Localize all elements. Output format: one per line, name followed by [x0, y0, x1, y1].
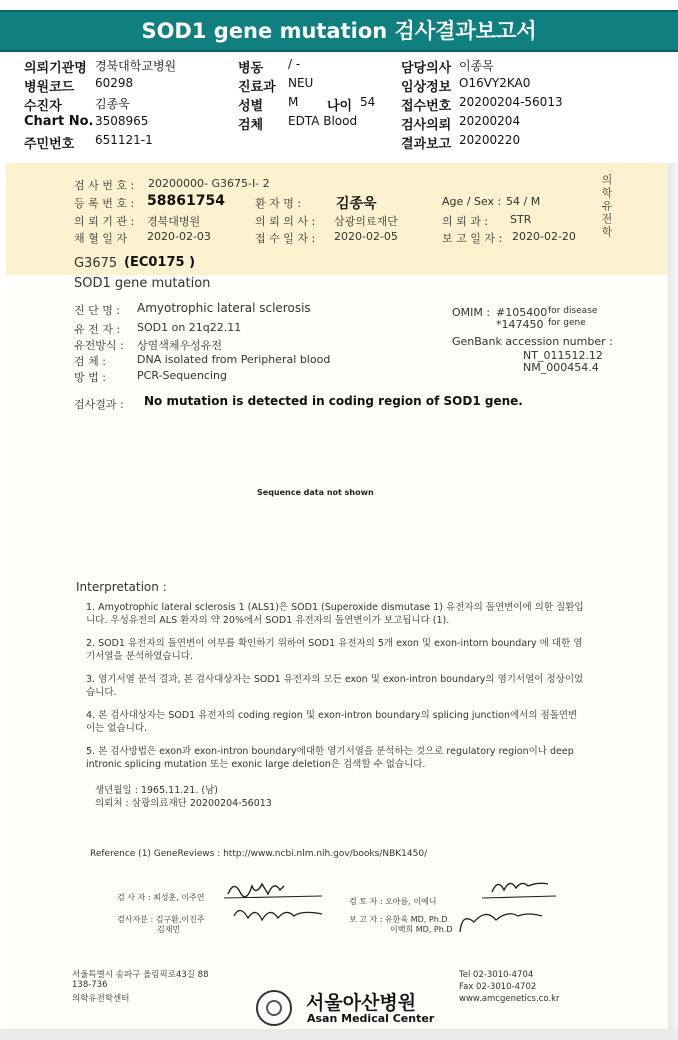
header-label-age: 나이	[327, 99, 353, 114]
footer-website: www.amcgenetics.co.kr	[459, 994, 560, 1004]
scan-result: No mutation is detected in coding region of SOD1 gene.	[144, 394, 523, 408]
header-label-sex: 성별	[238, 99, 264, 114]
scan-interpretation-3: 3. 염기서열 분석 결과, 본 검사대상자는 SOD1 유전자의 모든 exon 및 exon-intron boundary의 염기서열이 정상이었습니다.	[86, 674, 584, 698]
header-value-clinical-info: O16VY2KA0	[459, 76, 531, 90]
scan-exam-no-label: 검 사 번 호 :	[74, 179, 135, 192]
scan-exam-no: 20200000- G3675-I- 2	[148, 177, 270, 190]
scan-reporter-2: 이백희 MD, Ph.D	[390, 925, 453, 934]
scan-test-code: G3675	[74, 256, 118, 271]
header-value-specimen: EDTA Blood	[288, 114, 358, 128]
scan-reg-no-label: 등 록 번 호 :	[74, 197, 135, 210]
scan-reference: Reference (1) GeneReviews : http://www.ncbi.nlm.nih.gov/books/NBK1450/	[90, 849, 428, 859]
header-label-ward: 병동	[238, 61, 264, 76]
scan-tester: 검 사 자 : 최성훈, 이주연	[117, 893, 205, 902]
header-value-department: NEU	[288, 76, 314, 90]
scan-test-name: SOD1 gene mutation	[74, 276, 211, 291]
header-value-receipt-no: 20200204-56013	[459, 95, 563, 109]
footer-fax: Fax 02-3010-4702	[459, 982, 537, 992]
scan-req-inst-label: 의 뢰 기 관 :	[74, 215, 135, 228]
header-label-patient: 수진자	[24, 99, 62, 114]
scan-patient: 김종욱	[336, 196, 377, 212]
scan-genbank-label: GenBank accession number :	[452, 335, 613, 348]
scan-tester-responsible-2: 김재민	[157, 925, 181, 934]
header-value-doctor: 이종목	[459, 59, 494, 73]
scan-req-dept: STR	[510, 213, 532, 226]
scan-interpretation-title: Interpretation :	[76, 580, 167, 594]
scan-omim-disease-note: for disease	[548, 306, 598, 316]
scan-age-sex: 54 / M	[506, 195, 541, 208]
scan-req-inst: 경북대병원	[147, 215, 201, 228]
header-label-institution: 의뢰기관명	[24, 61, 87, 76]
scan-interpretation-5: 5. 본 검사방법은 exon과 exon-intron boundary에대한 염기서열을 분석하는 것으로 regulatory region이나 deep intronic splicing mutation 또는 exonic large deletion은 검색할 수 없습니다.	[86, 746, 574, 770]
footer-tel: Tel 02-3010-4704	[459, 970, 534, 980]
header-label-chart-no: Chart No.	[24, 114, 94, 129]
header-label-department: 진료과	[238, 80, 276, 95]
header-label-receipt-no: 접수번호	[401, 99, 452, 114]
header-label-hospital-code: 병원코드	[24, 80, 75, 95]
scan-method-label: 방 법 :	[74, 371, 106, 384]
header-value-sex: M	[288, 95, 299, 109]
footer-address-3: 의학유전학센터	[72, 994, 130, 1004]
report-title-bar	[0, 10, 678, 52]
scan-genbank-nm: NM_000454.4	[523, 361, 599, 374]
scan-test-code-paren: (EC0175 )	[124, 255, 196, 270]
header-value-patient: 김종욱	[95, 97, 130, 111]
scan-req-doc-label: 의 뢰 의 사 :	[255, 215, 316, 228]
scanned-report-paper	[6, 163, 670, 1029]
scan-patient-label: 환 자 명 :	[255, 197, 302, 210]
page-edge-shadow	[668, 163, 678, 1029]
signature-reviewer	[452, 872, 562, 942]
hospital-name-korean: 서울아산병원	[306, 992, 417, 1014]
scan-diag-label: 진 단 명 :	[74, 304, 121, 317]
scan-age-sex-label: Age / Sex :	[442, 195, 502, 208]
scan-department-vertical: 의학유전학	[600, 174, 613, 239]
scan-inheritance: 상염색체우성유전	[137, 339, 223, 352]
scan-tester-responsible: 검사자분 : 김구환,이진주	[117, 915, 205, 924]
header-value-ward: / -	[288, 57, 301, 71]
scan-requester: 의뢰처 : 삼광의료재단 20200204-56013	[95, 798, 272, 809]
header-label-doctor: 담당의사	[401, 61, 452, 76]
scan-gene: SOD1 on 21q22.11	[137, 321, 242, 334]
header-value-institution: 경북대학교병원	[95, 59, 177, 73]
header-label-specimen: 검체	[238, 118, 264, 133]
scan-recv-label: 접 수 일 자 :	[255, 232, 316, 245]
footer-address-2: 138-736	[72, 980, 108, 990]
signature-tester	[222, 872, 332, 930]
scan-req-doc: 삼광의료재단	[334, 215, 398, 228]
scan-gene-label: 유 전 자 :	[74, 323, 121, 336]
scan-omim-label: OMIM :	[452, 306, 491, 319]
footer-address-1: 서울특별시 송파구 올림픽로43길 88	[72, 970, 209, 980]
scan-result-label: 검사결과 :	[74, 398, 124, 411]
header-label-request-date: 검사의뢰	[401, 118, 452, 133]
hospital-name-english: Asan Medical Center	[307, 1012, 435, 1025]
scan-omim-disease: #105400	[496, 306, 548, 319]
report-title: SOD1 gene mutation 검사결과보고서	[141, 19, 537, 43]
scan-interpretation-4: 4. 본 검사대상자는 SOD1 유전자의 coding region 및 exon-intron boundary의 splicing junction에서의 점돌연변이는 없습니다.	[86, 710, 578, 734]
scan-specimen: DNA isolated from Peripheral blood	[137, 353, 331, 366]
asan-foundation-seal-icon	[256, 990, 292, 1026]
scan-draw-date: 2020-02-03	[147, 230, 211, 243]
scan-report-date: 2020-02-20	[512, 230, 576, 243]
scan-reg-no: 58861754	[147, 193, 225, 209]
header-value-chart-no: 3508965	[95, 114, 149, 128]
header-value-report-date: 20200220	[459, 133, 521, 147]
header-value-hospital-code: 60298	[95, 76, 134, 90]
scan-birth-date: 생년월일 : 1965.11.21. (남)	[95, 785, 218, 796]
scan-specimen-label: 검 체 :	[74, 355, 106, 368]
scan-inherit-label: 유전방식 :	[74, 339, 124, 352]
page-bottom-shadow	[0, 1029, 678, 1040]
scan-recv-date: 2020-02-05	[334, 230, 398, 243]
scan-diagnosis: Amyotrophic lateral sclerosis	[137, 301, 311, 315]
scan-draw-label: 채 혈 일 자	[74, 232, 127, 245]
header-label-resident-no: 주민번호	[24, 137, 75, 152]
scan-method: PCR-Sequencing	[137, 369, 227, 382]
scan-interpretation-2: 2. SOD1 유전자의 돌연변이 여부를 확인하기 위하여 SOD1 유전자의 5개 exon 및 exon-intorn boundary 에 대한 염기서열을 분석하였습니다.	[86, 638, 583, 662]
header-label-clinical-info: 임상정보	[401, 80, 452, 95]
scan-reporter: 보 고 자 : 유한욱 MD, Ph.D	[349, 915, 448, 924]
scan-report-label: 보 고 일 자 :	[442, 232, 503, 245]
scan-genbank-nt: NT_011512.12	[523, 349, 603, 362]
scan-sequence-note: Sequence data not shown	[257, 488, 374, 497]
scan-reviewer: 검 토 자 : 오아름, 이예니	[349, 897, 437, 906]
header-value-request-date: 20200204	[459, 114, 521, 128]
scan-omim-gene-note: for gene	[548, 318, 586, 328]
scan-omim-gene: *147450	[496, 318, 544, 331]
scan-req-dept-label: 의 뢰 과 :	[442, 215, 489, 228]
scan-interpretation-1: 1. Amyotrophic lateral sclerosis 1 (ALS1)은 SOD1 (Superoxide dismutase 1) 유전자의 돌연변이에 의한 질환입니다. 우성유전의 ALS 환자의 약 20%에서 SOD1 유전자의 돌연변이가 보고됩니다 (1).	[86, 602, 584, 626]
header-label-report-date: 결과보고	[401, 137, 452, 152]
header-value-resident-no: 651121-1	[95, 133, 153, 147]
header-value-age: 54	[360, 95, 376, 109]
